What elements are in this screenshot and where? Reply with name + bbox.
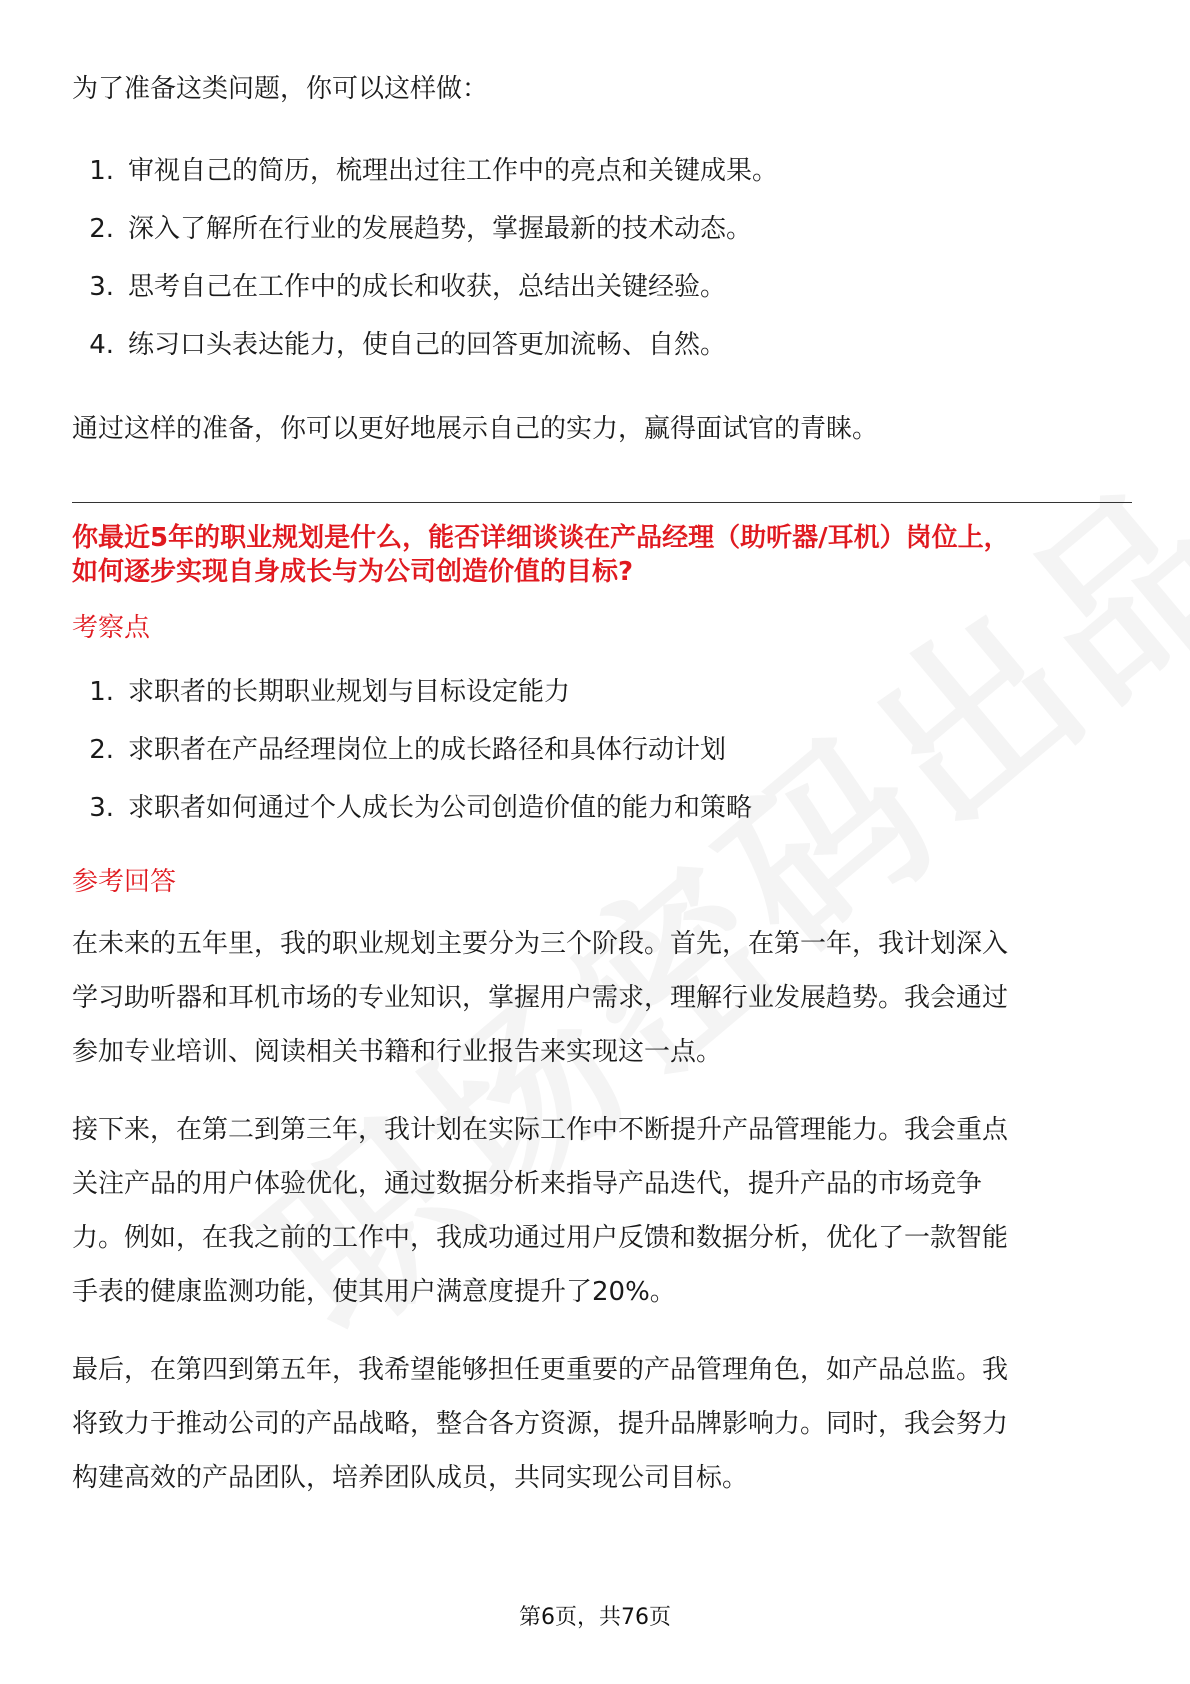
text-line: 在未来的五年里，我的职业规划主要分为三个阶段。首先，在第一年，我计划深入 [72,929,1009,959]
answer-paragraph [72,1343,1132,1505]
list-item [72,779,1132,837]
answer-title: 参考回答 [72,867,177,897]
list-item [72,258,1132,316]
list-item [72,663,1132,721]
text-line: 参加专业培训、阅读相关书籍和行业报告来实现这一点。 [72,1037,723,1067]
text-line: 接下来，在第二到第三年，我计划在实际工作中不断提升产品管理能力。我会重点 [72,1115,1009,1145]
question-line: 你最近5年的职业规划是什么，能否详细谈谈在产品经理（助听器/耳机）岗位上， [72,523,1010,553]
list-number: 3. [89,793,114,823]
list-number: 2. [89,214,114,244]
text-line: 最后，在第四到第五年，我希望能够担任更重要的产品管理角色，如产品总监。我 [72,1355,1009,1385]
answer-body [72,917,1132,1505]
text-line: 将致力于推动公司的产品战略，整合各方资源，提升品牌影响力。同时，我会努力 [72,1409,1009,1439]
list-text: 练习口头表达能力，使自己的回答更加流畅、自然。 [128,330,727,360]
page-number: 第6页，共76页 [519,1605,671,1630]
list-text: 深入了解所在行业的发展趋势，掌握最新的技术动态。 [128,214,753,244]
text-line: 构建高效的产品团队，培养团队成员，共同实现公司目标。 [72,1463,749,1493]
text-line: 力。例如，在我之前的工作中，我成功通过用户反馈和数据分析，优化了一款智能 [72,1223,1009,1253]
list-text: 求职者在产品经理岗位上的成长路径和具体行动计划 [128,735,727,765]
list-text: 审视自己的简历，梳理出过往工作中的亮点和关键成果。 [128,156,779,186]
section-divider [72,502,1132,503]
text-line: 关注产品的用户体验优化，通过数据分析来指导产品迭代，提升产品的市场竞争 [72,1169,983,1199]
points-title: 考察点 [72,613,151,643]
list-item [72,200,1132,258]
list-item [72,721,1132,779]
list-number: 4. [89,330,114,360]
content [72,60,1132,1529]
list-text: 求职者的长期职业规划与目标设定能力 [128,677,571,707]
list-text: 求职者如何通过个人成长为公司创造价值的能力和策略 [128,793,753,823]
intro-text: 为了准备这类问题，你可以这样做： [72,74,489,104]
list-number: 3. [89,272,114,302]
text-line: 手表的健康监测功能，使其用户满意度提升了20%。 [72,1277,676,1307]
question-line: 如何逐步实现自身成长与为公司创造价值的目标? [72,557,634,587]
points-list [72,663,1132,837]
question-heading [72,521,1132,589]
answer-paragraph [72,1103,1132,1319]
text-line: 学习助听器和耳机市场的专业知识，掌握用户需求，理解行业发展趋势。我会通过 [72,983,1009,1013]
list-number: 1. [89,156,114,186]
conclusion-text: 通过这样的准备，你可以更好地展示自己的实力，赢得面试官的青睐。 [72,414,879,444]
list-item [72,142,1132,200]
prep-steps-list [72,142,1132,374]
list-item [72,316,1132,374]
list-number: 2. [89,735,114,765]
answer-paragraph [72,917,1132,1079]
list-number: 1. [89,677,114,707]
list-text: 思考自己在工作中的成长和收获，总结出关键经验。 [128,272,727,302]
